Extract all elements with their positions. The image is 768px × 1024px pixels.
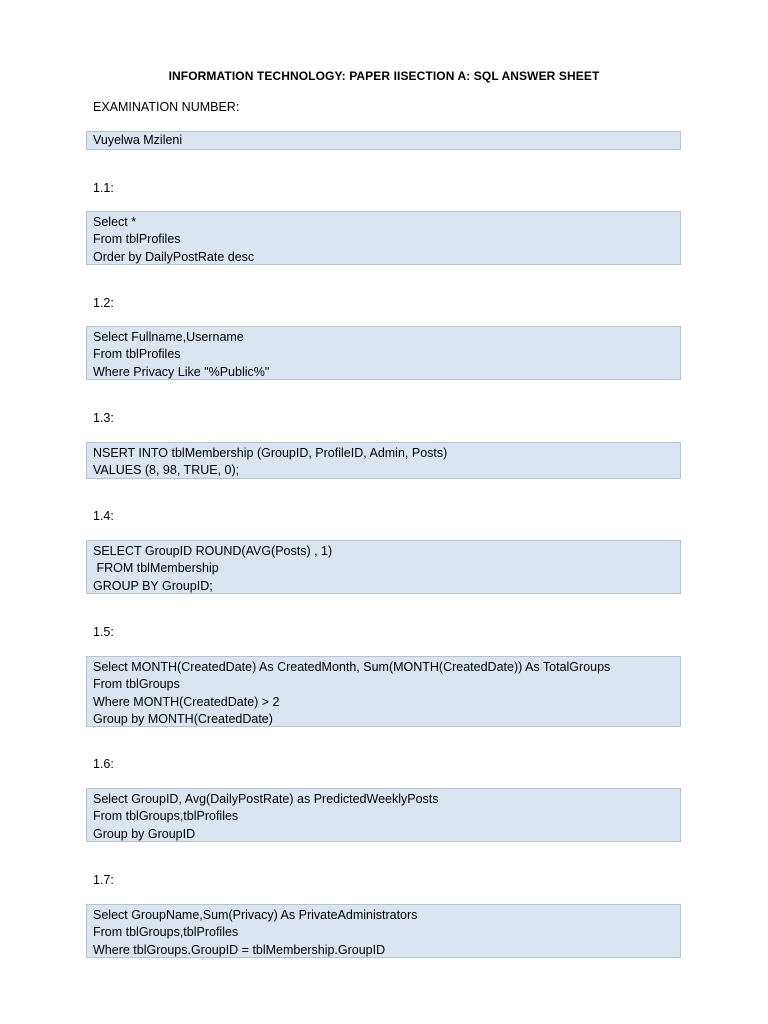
answer-line: FROM tblMembership <box>93 561 219 576</box>
answer-line: From tblProfiles <box>93 347 181 362</box>
answer-line: Select Fullname,Username <box>93 330 244 344</box>
answer-box-1-6[interactable] <box>86 788 681 842</box>
exam-number-label: EXAMINATION NUMBER: <box>93 100 240 114</box>
answer-box-1-1[interactable] <box>86 211 681 265</box>
answer-line: NSERT INTO tblMembership (GroupID, ProfileID, Admin, Posts) <box>93 446 448 460</box>
answer-line: Group by GroupID <box>93 826 196 841</box>
question-label-1-4: 1.4: <box>93 509 114 523</box>
document-title: INFORMATION TECHNOLOGY: PAPER IISECTION A: SQL ANSWER SHEET <box>168 69 600 83</box>
answer-line: From tblGroups,tblProfiles <box>93 809 239 824</box>
candidate-name: Vuyelwa Mzileni <box>93 133 183 147</box>
answer-line: From tblGroups,tblProfiles <box>93 925 239 940</box>
answer-line: Where tblGroups.GroupID = tblMembership.GroupID <box>93 942 386 957</box>
answer-box-1-3[interactable] <box>86 442 681 479</box>
answer-line: Where Privacy Like "%Public%" <box>93 364 270 379</box>
answer-line: From tblProfiles <box>93 232 181 247</box>
answer-line: Group by MONTH(CreatedDate) <box>93 712 273 727</box>
question-label-1-1: 1.1: <box>93 181 114 195</box>
answer-box-1-5[interactable] <box>86 656 681 727</box>
question-label-1-2: 1.2: <box>93 296 114 310</box>
answer-line: VALUES (8, 98, TRUE, 0); <box>93 463 240 478</box>
answer-line: From tblGroups <box>93 677 180 692</box>
answer-box-1-4[interactable] <box>86 540 681 594</box>
answer-line: Order by DailyPostRate desc <box>93 249 255 264</box>
answer-line: Select * <box>93 215 137 229</box>
answer-box-1-7[interactable] <box>86 904 681 958</box>
question-label-1-7: 1.7: <box>93 873 114 887</box>
answer-line: Where MONTH(CreatedDate) > 2 <box>93 694 280 709</box>
answer-line: SELECT GroupID ROUND(AVG(Posts) , 1) <box>93 544 333 558</box>
answer-line: Select GroupName,Sum(Privacy) As PrivateAdministrators <box>93 908 418 922</box>
answer-box-1-2[interactable] <box>86 326 681 380</box>
answer-line: Select MONTH(CreatedDate) As CreatedMonth, Sum(MONTH(CreatedDate)) As TotalGroups <box>93 660 611 674</box>
candidate-name-field[interactable] <box>86 131 681 150</box>
question-label-1-3: 1.3: <box>93 411 114 425</box>
question-label-1-6: 1.6: <box>93 757 114 771</box>
question-label-1-5: 1.5: <box>93 625 114 639</box>
answer-line: GROUP BY GroupID; <box>93 578 213 593</box>
answer-line: Select GroupID, Avg(DailyPostRate) as PredictedWeeklyPosts <box>93 792 439 806</box>
